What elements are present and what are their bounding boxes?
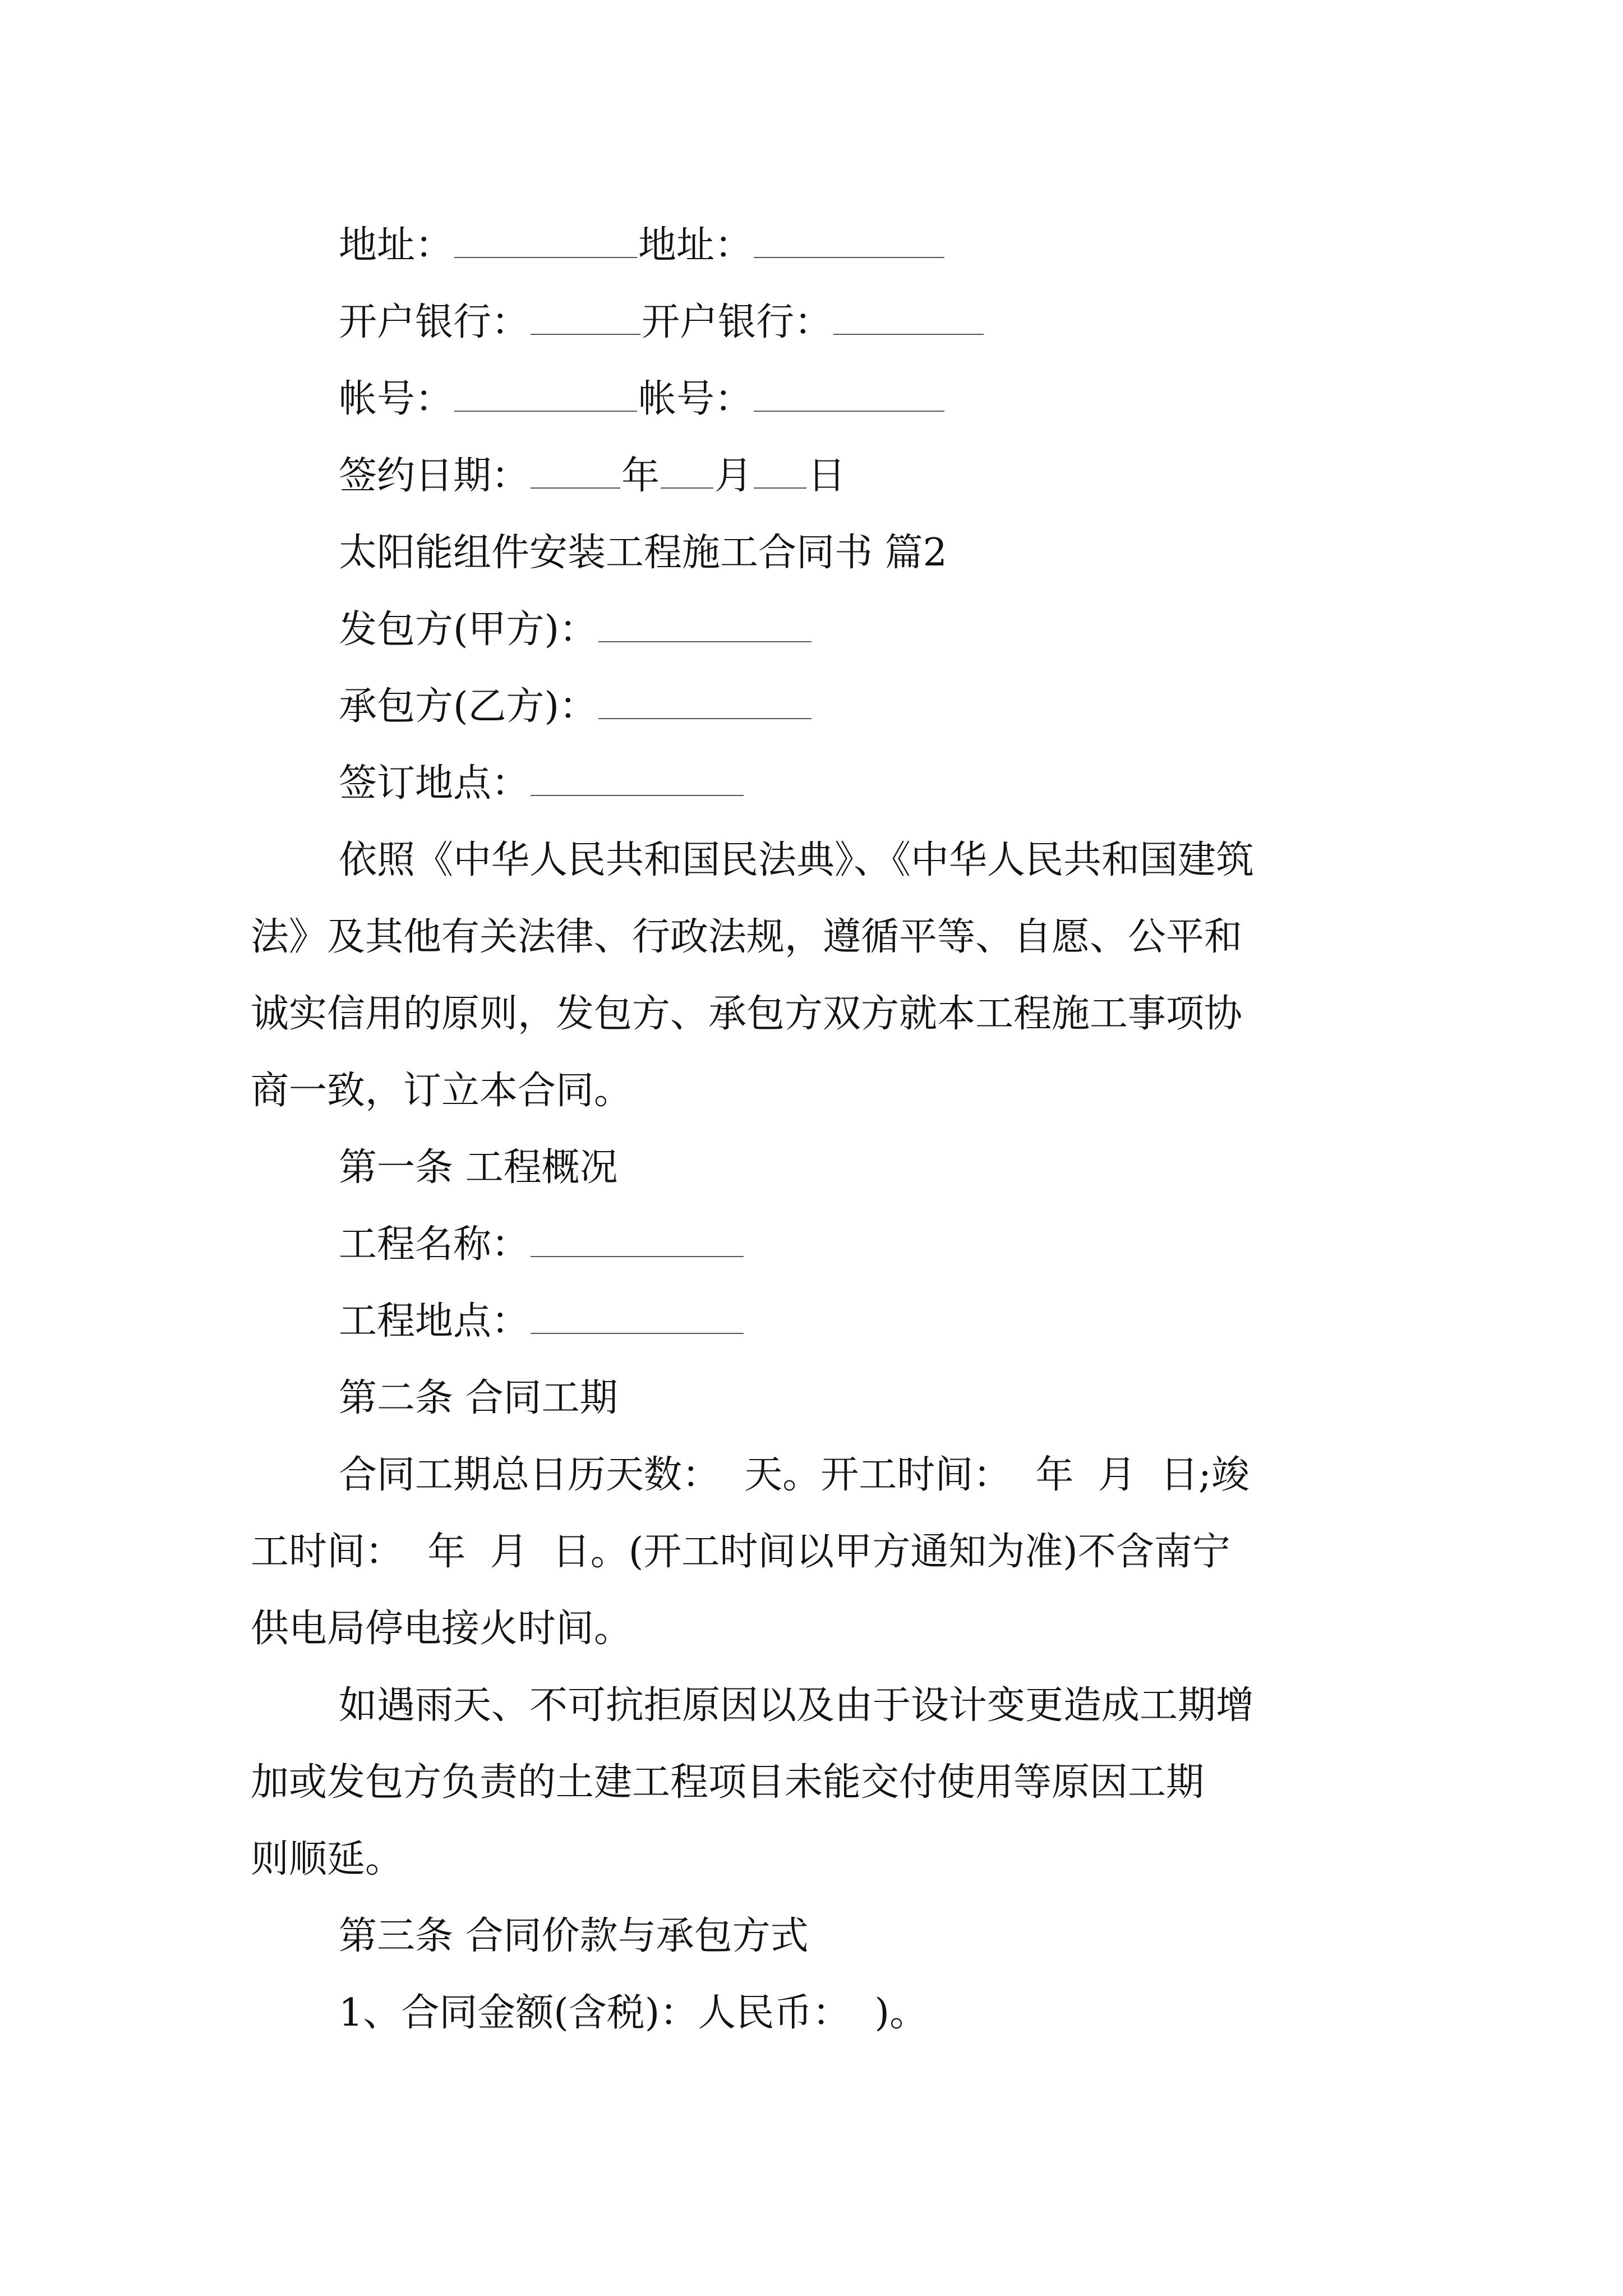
sign-date-line [339, 448, 846, 504]
project-name-blank [531, 1223, 744, 1257]
address-label-b: 地址： [638, 223, 753, 268]
sign-place-blank [531, 762, 744, 796]
account-line [339, 371, 946, 427]
bank-label-a: 开户银行： [339, 300, 530, 344]
year-label: 年 [621, 454, 660, 498]
account-blank-a [454, 378, 637, 412]
article-2-heading: 第二条 合同工期 [339, 1376, 618, 1420]
schedule-line-2: 工时间： 年 月 日。(开工时间以甲方通知为准)不含南宁 [251, 1530, 1230, 1574]
delay-line-2: 加或发包方负责的土建工程项目未能交付使用等原因工期 [251, 1760, 1205, 1805]
article-3-heading: 第三条 合同价款与承包方式 [339, 1914, 809, 1958]
bank-line [339, 295, 985, 351]
sign-place-label: 签订地点： [339, 761, 530, 806]
month-blank [661, 455, 713, 489]
project-site-line [339, 1294, 745, 1350]
schedule-line-1: 合同工期总日历天数： 天。开工时间： 年 月 日;竣 [339, 1453, 1249, 1497]
delay-line-3: 则顺延。 [251, 1837, 404, 1881]
day-blank [754, 455, 806, 489]
paragraph-basis-line-4: 商一致，订立本合同。 [251, 1069, 633, 1113]
contract-amount-item: 1、合同金额(含税)：人民币： )。 [339, 1991, 928, 2035]
project-name-line [339, 1217, 745, 1273]
bank-blank-b [833, 301, 984, 335]
delay-line-1: 如遇雨天、不可抗拒原因以及由于设计变更造成工期增 [339, 1683, 1255, 1728]
address-label-a: 地址： [339, 223, 454, 268]
section-title: 太阳能组件安装工程施工合同书 篇2 [339, 531, 947, 575]
project-name-label: 工程名称： [339, 1222, 530, 1267]
party-a-label: 发包方(甲方)： [339, 608, 598, 652]
account-blank-b [754, 378, 944, 412]
paragraph-basis-line-1: 依照《中华人民共和国民法典》、《中华人民共和国建筑 [339, 838, 1255, 882]
month-label: 月 [714, 454, 753, 498]
bank-blank-a [531, 301, 640, 335]
party-b-label: 承包方(乙方)： [339, 684, 598, 729]
sign-place-line [339, 756, 745, 812]
schedule-line-3: 供电局停电接火时间。 [251, 1607, 633, 1651]
bank-label-b: 开户银行： [642, 300, 833, 344]
paragraph-basis-line-3: 诚实信用的原则，发包方、承包方双方就本工程施工事项协 [251, 992, 1243, 1036]
party-b-blank [598, 685, 811, 719]
sign-date-label: 签约日期： [339, 454, 530, 498]
address-blank-a [454, 224, 637, 258]
party-b-line [339, 679, 813, 735]
project-site-label: 工程地点： [339, 1299, 530, 1343]
article-1-heading: 第一条 工程概况 [339, 1145, 618, 1190]
day-label: 日 [808, 454, 846, 498]
address-blank-b [754, 224, 944, 258]
year-blank [531, 455, 620, 489]
project-site-blank [531, 1300, 744, 1334]
account-label-b: 帐号： [638, 377, 753, 421]
address-line [339, 218, 946, 274]
account-label-a: 帐号： [339, 377, 454, 421]
party-a-line [339, 602, 813, 658]
party-a-blank [598, 609, 811, 642]
paragraph-basis-line-2: 法》及其他有关法律、行政法规，遵循平等、自愿、公平和 [251, 915, 1243, 959]
